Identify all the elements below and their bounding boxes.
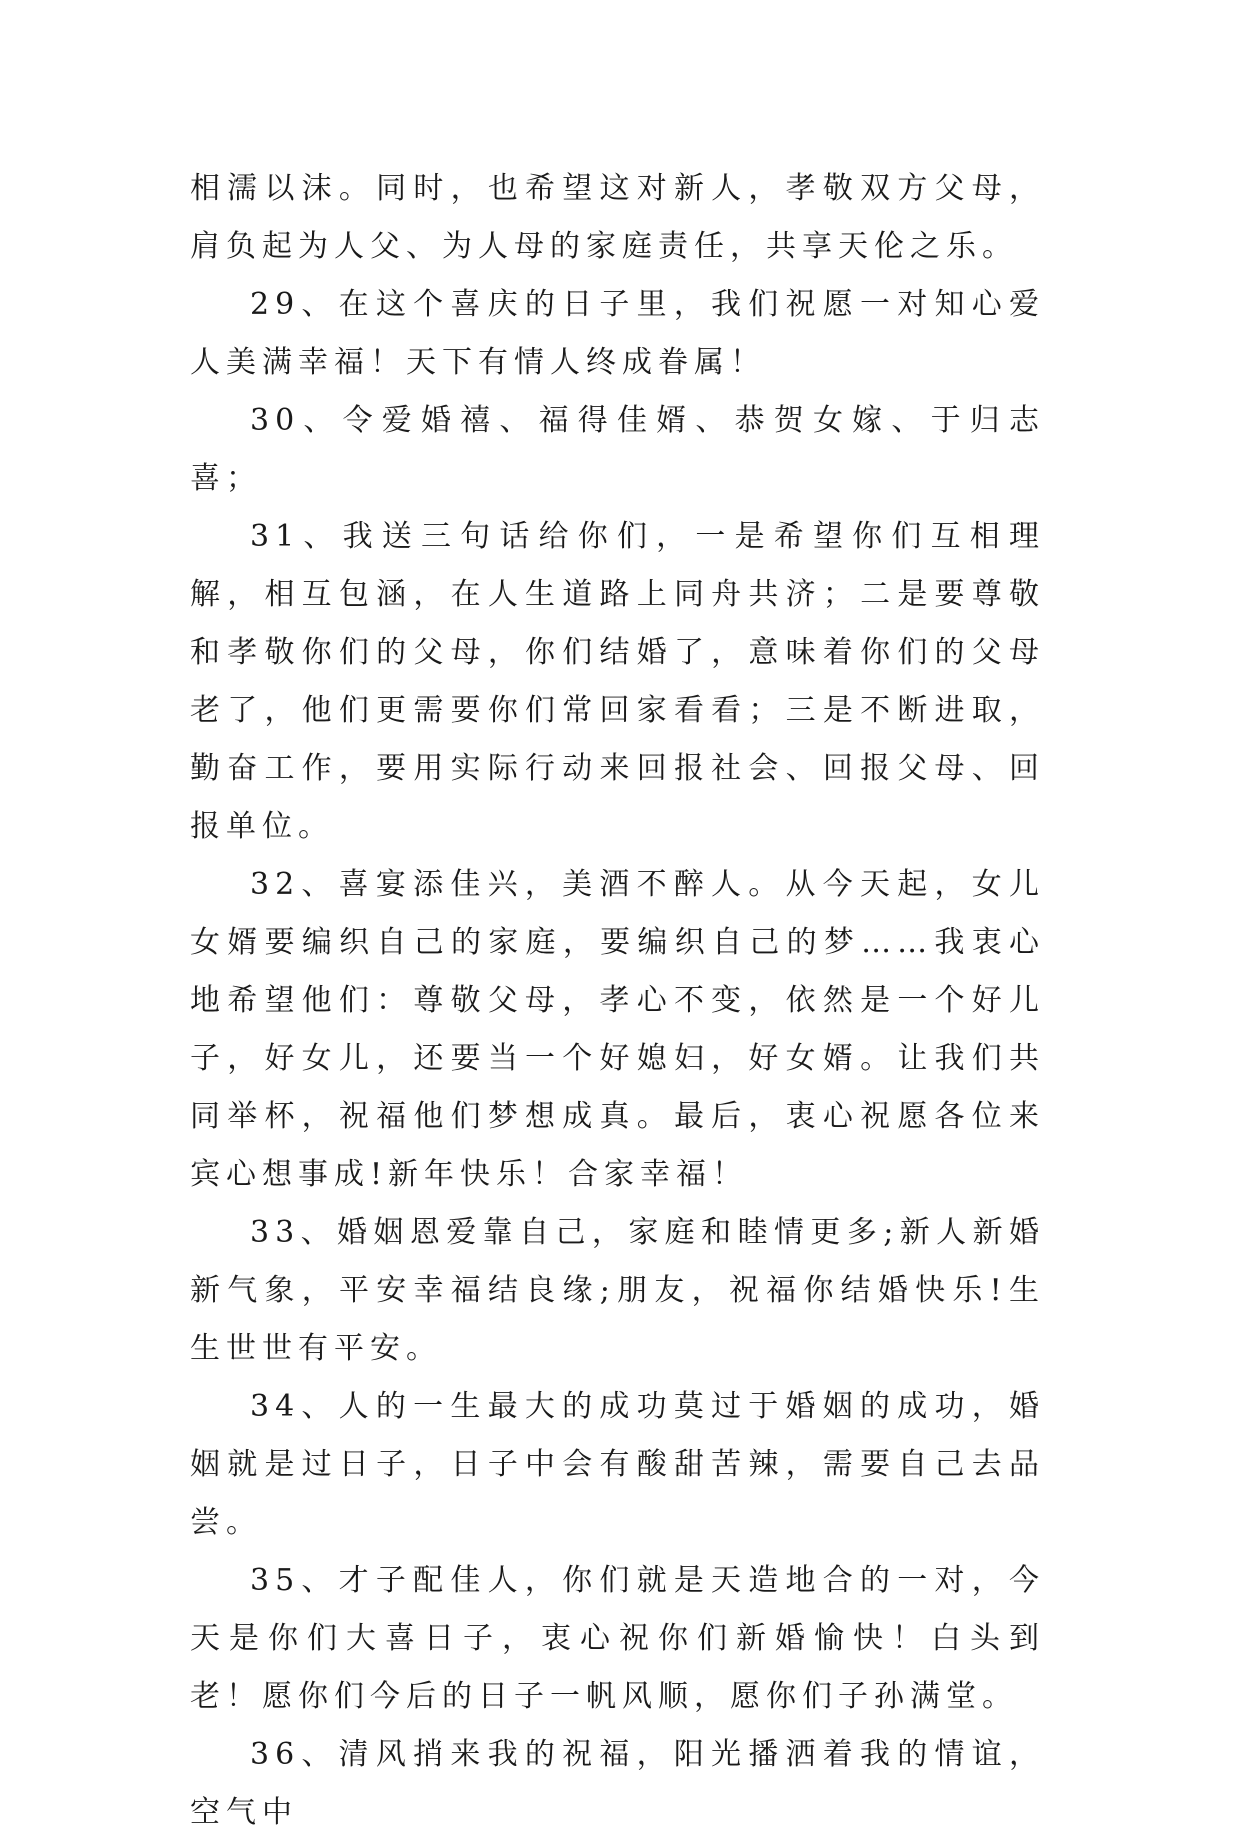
document-body [190, 160, 1045, 1842]
paragraph-continuation: 相濡以沫。同时，也希望这对新人，孝敬双方父母，肩负起为人父、为人母的家庭责任，共享天伦之乐。 [190, 171, 1045, 264]
paragraph-item-36: 36、清风捎来我的祝福，阳光播洒着我的情谊，空气中 [190, 1737, 1045, 1830]
paragraph-item-30: 30、令爱婚禧、福得佳婿、恭贺女嫁、于归志喜； [190, 403, 1045, 496]
paragraph-item-35: 35、才子配佳人，你们就是天造地合的一对，今天是你们大喜日子，衷心祝你们新婚愉快！白头到老！愿你们今后的日子一帆风顺，愿你们子孙满堂。 [190, 1563, 1045, 1714]
paragraph-item-29: 29、在这个喜庆的日子里，我们祝愿一对知心爱人美满幸福！天下有情人终成眷属！ [190, 287, 1045, 380]
paragraph-item-34: 34、人的一生最大的成功莫过于婚姻的成功，婚姻就是过日子，日子中会有酸甜苦辣，需要自己去品尝。 [190, 1389, 1045, 1540]
paragraph-item-33: 33、婚姻恩爱靠自己，家庭和睦情更多;新人新婚新气象，平安幸福结良缘;朋友，祝福你结婚快乐!生生世世有平安。 [190, 1215, 1045, 1366]
paragraph-item-31: 31、我送三句话给你们，一是希望你们互相理解，相互包涵，在人生道路上同舟共济；二是要尊敬和孝敬你们的父母，你们结婚了，意味着你们的父母老了，他们更需要你们常回家看看；三是不断进取，勤奋工作，要用实际行动来回报社会、回报父母、回报单位。 [190, 519, 1045, 844]
paragraph-item-32: 32、喜宴添佳兴，美酒不醉人。从今天起，女儿女婿要编织自己的家庭，要编织自己的梦……我衷心地希望他们：尊敬父母，孝心不变，依然是一个好儿子，好女儿，还要当一个好媳妇，好女婿。让我们共同举杯，祝福他们梦想成真。最后，衷心祝愿各位来宾心想事成!新年快乐！合家幸福！ [190, 867, 1045, 1192]
